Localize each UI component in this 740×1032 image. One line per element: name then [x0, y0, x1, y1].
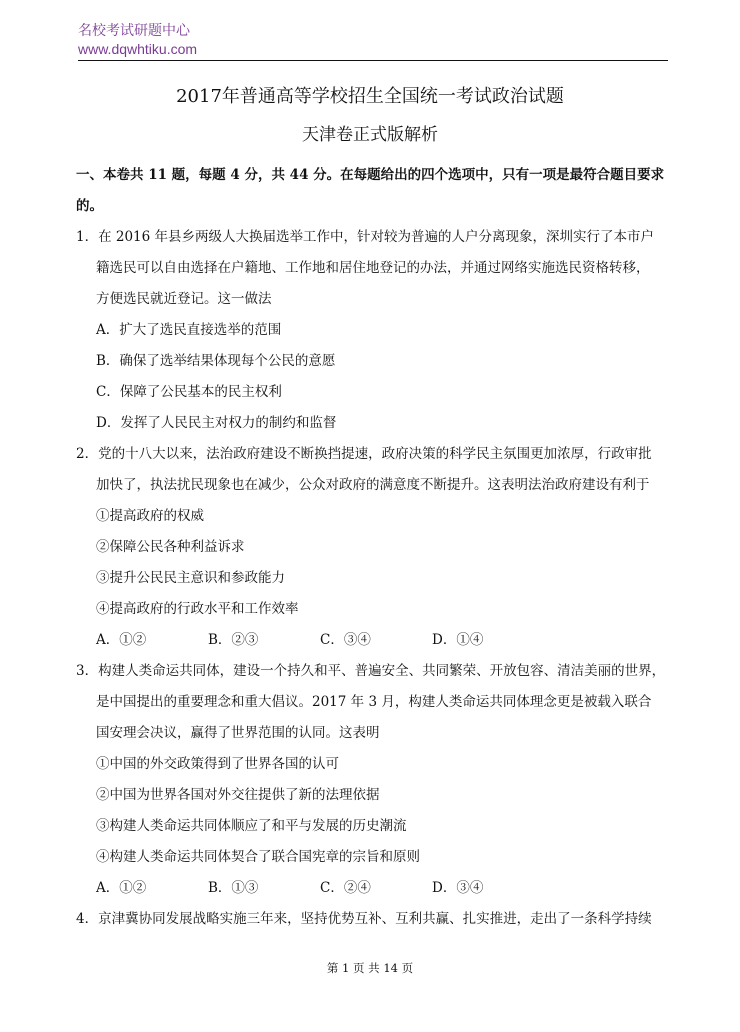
- q2-option-c: C．③④: [320, 632, 371, 648]
- header-url[interactable]: www.dqwhtiku.com: [78, 41, 198, 57]
- page-footer: 第 1 页 共 14 页: [326, 961, 414, 975]
- q3-item-1: ①中国的外交政策得到了世界各国的认可: [96, 756, 339, 772]
- q3-option-b: B．①③: [208, 880, 259, 896]
- q3-option-d: D．③④: [432, 880, 484, 896]
- q2-options: [76, 625, 668, 656]
- document-body: [76, 160, 668, 935]
- q3-stem-line2: 是中国提出的重要理念和重大倡议。2017 年 3 月，构建人类命运共同体理念更是被载入联合: [96, 694, 652, 710]
- q1-option-c: C．保障了公民基本的民主权利: [96, 384, 282, 400]
- q1-option-d: D．发挥了人民民主对权力的制约和监督: [96, 415, 337, 431]
- q1-stem-line3: 方便选民就近登记。这一做法: [96, 291, 272, 307]
- q1-option-b: B．确保了选举结果体现每个公民的意愿: [96, 353, 336, 369]
- q4-stem-line1: 4．京津冀协同发展战略实施三年来，坚持优势互补、互利共赢、扎实推进，走出了一条科学持续: [76, 911, 652, 927]
- q2-item-1: ①提高政府的权威: [96, 508, 204, 524]
- q3-option-a: A．①②: [96, 880, 147, 896]
- q2-stem-line2: 加快了，执法扰民现象也在减少，公众对政府的满意度不断提升。这表明法治政府建设有利于: [96, 477, 650, 493]
- question-3: [76, 656, 668, 904]
- q3-item-4: ④构建人类命运共同体契合了联合国宪章的宗旨和原则: [96, 849, 420, 865]
- header-site-name: 名校考试研题中心: [78, 23, 190, 39]
- section-instruction-line2: 的。: [76, 198, 103, 214]
- q2-option-b: B．②③: [208, 632, 259, 648]
- q2-item-2: ②保障公民各种利益诉求: [96, 539, 245, 555]
- q3-options: [76, 873, 668, 904]
- document-subtitle: 天津卷正式版解析: [302, 125, 438, 145]
- page-header: [78, 22, 668, 58]
- q2-item-3: ③提升公民民主意识和参政能力: [96, 570, 285, 586]
- q3-item-2: ②中国为世界各国对外交往提供了新的法理依据: [96, 787, 380, 803]
- q2-stem-line1: 2．党的十八大以来，法治政府建设不断换挡提速，政府决策的科学民主氛围更加浓厚，行政审批: [76, 446, 652, 462]
- q2-option-d: D．①④: [432, 632, 484, 648]
- question-2: [76, 439, 668, 656]
- question-4: [76, 904, 668, 935]
- q2-item-4: ④提高政府的行政水平和工作效率: [96, 601, 299, 617]
- q1-option-a: A．扩大了选民直接选举的范围: [96, 322, 282, 338]
- q1-stem-line2: 籍选民可以自由选择在户籍地、工作地和居住地登记的办法，并通过网络实施选民资格转移，: [96, 260, 650, 276]
- q2-option-a: A．①②: [96, 632, 147, 648]
- section-instruction-line1: 一、本卷共 11 题，每题 4 分，共 44 分。在每题给出的四个选项中，只有一项是最符合题目要求: [76, 167, 665, 183]
- question-1: [76, 222, 668, 439]
- header-divider: [78, 60, 668, 61]
- q1-stem-line1: 1．在 2016 年县乡两级人大换届选举工作中，针对较为普遍的人户分离现象，深圳实行了本市户: [76, 229, 655, 245]
- q3-stem-line1: 3．构建人类命运共同体，建设一个持久和平、普遍安全、共同繁荣、开放包容、清洁美丽的世界，: [76, 663, 666, 679]
- q3-option-c: C．②④: [320, 880, 371, 896]
- document-title: 2017年普通高等学校招生全国统一考试政治试题: [176, 86, 564, 107]
- q3-item-3: ③构建人类命运共同体顺应了和平与发展的历史潮流: [96, 818, 407, 834]
- q3-stem-line3: 国安理会决议，赢得了世界范围的认同。这表明: [96, 725, 380, 741]
